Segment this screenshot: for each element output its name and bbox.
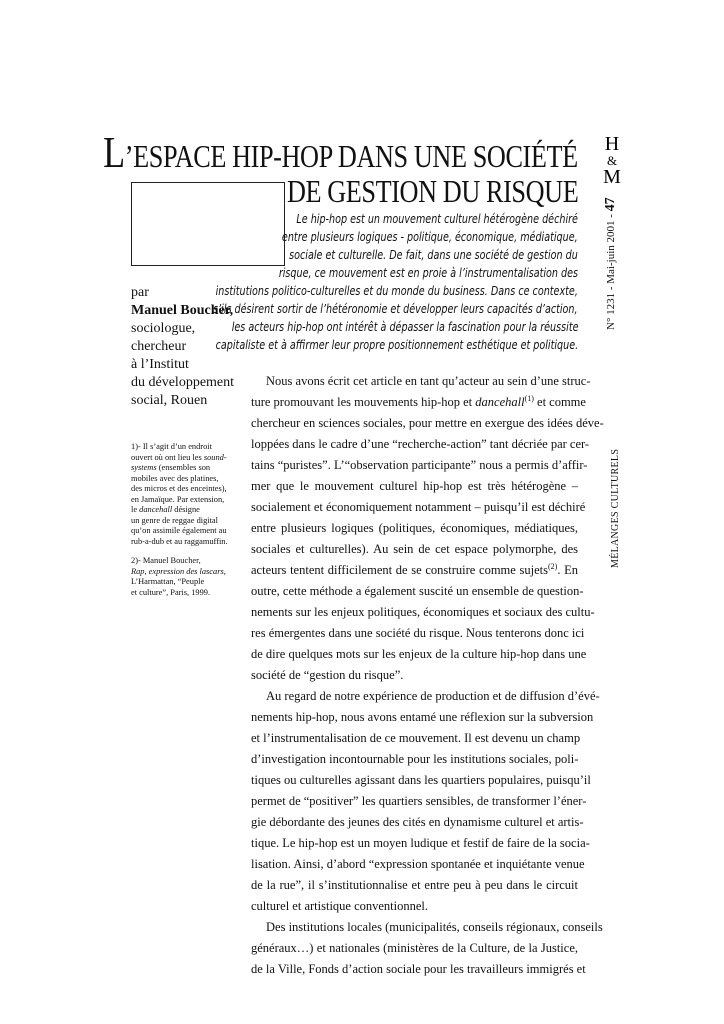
body-line: culturel et artistique conventionnel.	[251, 899, 429, 913]
footnote-line: des micros et des enceintes),	[131, 484, 227, 493]
footnote-line: ouvert où ont lieu les sound-	[131, 452, 227, 462]
footnote-line: L’Harmattan, “Peuple	[131, 577, 205, 586]
author-role-line: chercheur	[131, 339, 187, 354]
body-line: généraux…) et nationales (ministères de la Culture, de la Justice,	[251, 941, 578, 955]
body-line: société de “gestion du risque”.	[251, 668, 404, 682]
abstract-line: Le hip-hop est un mouvement culturel hétérogène déchiré	[296, 212, 578, 226]
abstract-line: entre plusieurs logiques - politique, économique, médiatique,	[282, 230, 578, 244]
body-line: tique. Le hip-hop est un moyen ludique et festif de faire de la socia-	[251, 836, 590, 850]
page-number: 47	[603, 197, 618, 212]
body-line: loppées dans le cadre d’une “recherche-action” tant décriée par cer-	[251, 437, 590, 451]
author-role-line: sociologue,	[131, 321, 196, 336]
body-line: entre plusieurs logiques (politiques, économiques, médiatiques,	[251, 521, 578, 535]
abstract-line: risque, ce mouvement est en proie à l’instrumentalisation des	[278, 266, 578, 280]
footnote-line: Rap, expression des lascars,	[131, 566, 226, 576]
footnote-line: 1)- Il s’agit d’un endroit	[131, 442, 212, 451]
body-line: nements hip-hop, nous avons entamé une réflexion sur la subversion	[251, 710, 594, 724]
author-block	[131, 284, 261, 410]
body-line: permet de “positiver” les quartiers sensibles, de transformer l’éner-	[251, 794, 587, 808]
image-placeholder-frame	[131, 182, 285, 266]
logo-letter-h: H	[604, 133, 620, 155]
logo-ampersand: &	[606, 153, 618, 168]
footnote-line: systems (ensembles son	[131, 463, 211, 472]
footnote-line: rub-a-dub et au raggamuffin.	[131, 536, 228, 546]
author-role-line: social, Rouen	[131, 393, 208, 408]
article-title-line-2: DE GESTION DU RISQUE	[286, 173, 578, 209]
body-line: chercheur en sciences sociales, pour mettre en exergue des idées déve-	[251, 416, 604, 430]
body-line: socialement et économiquement notamment – puisqu’il est déchiré	[251, 500, 586, 514]
body-line: mer que le mouvement culturel hip-hop est très hétérogène –	[251, 479, 578, 493]
body-line: Des institutions locales (municipalités, conseils régionaux, conseils	[266, 920, 603, 934]
body-line: d’investigation incontournable pour les institutions sociales, poli-	[251, 752, 579, 766]
footnote-line: et culture”, Paris, 1999.	[131, 587, 211, 597]
author-role-line: à l’Institut	[131, 357, 189, 372]
footnote-line: en Jamaïque. Par extension,	[131, 494, 225, 504]
body-line: tiques ou culturelles agissant dans les quartiers populaires, puisqu’il	[251, 773, 591, 787]
section-label: MÉLANGES CULTURELS	[610, 448, 621, 568]
footnote-line: qu’on assimile également au	[131, 526, 227, 535]
body-line: de dire quelques mots sur les enjeux de la culture hip-hop dans une	[251, 647, 587, 661]
body-line: gie débordante des jeunes des cités en dynamisme culturel et artis-	[251, 815, 584, 829]
body-line: de la rue”, il s’institutionnalise et entre peu à peu dans le circuit	[251, 878, 578, 892]
footnote-line: 2)- Manuel Boucher,	[131, 556, 201, 565]
body-line: de la Ville, Fonds d’action sociale pour les travailleurs immigrés et	[251, 962, 586, 976]
body-line: Au regard de notre expérience de production et de diffusion d’évé-	[266, 689, 600, 703]
author-name: Manuel Boucher,	[131, 303, 234, 318]
footnote-line: le dancehall désigne	[131, 505, 200, 514]
article-title-line-1	[103, 128, 578, 177]
abstract-line: sociale et culturelle. De fait, dans une société de gestion du	[289, 248, 578, 262]
footnote-2	[131, 556, 261, 598]
author-by: par	[131, 285, 149, 300]
abstract-line: capitaliste et à affirmer leur propre positionnement esthétique et politique.	[215, 338, 578, 352]
body-line: et l’instrumentalisation de ce mouvement. Il est devenu un champ	[251, 731, 581, 745]
footnotes	[131, 442, 261, 607]
body-line: nements sur les enjeux politiques, économiques et sociaux des cultu-	[251, 605, 595, 619]
body-line: ture promouvant les mouvements hip-hop et dancehall$^{(1)}$ et comme	[251, 393, 586, 409]
abstract-line: s’ils désirent sortir de l’hétéronomie et développer leurs capacités d’action,	[213, 302, 578, 316]
body-line: acteurs tentent difficilement de se construire comme sujets$^{(2)}$. En	[251, 561, 579, 577]
issue-label: N° 1231 - Mai-juin 2001 -	[605, 211, 617, 330]
hm-logo	[597, 132, 627, 186]
footnote-1	[131, 442, 261, 547]
title-line-1-rest: ’ESPACE HIP-HOP DANS UNE SOCIÉTÉ	[125, 138, 578, 174]
footnote-line: mobiles avec des platines,	[131, 473, 219, 483]
logo-letter-m: M	[603, 166, 621, 186]
issue-info	[603, 197, 619, 330]
footnote-line: un genre de reggae digital	[131, 515, 218, 525]
abstract-line: institutions politico-culturelles et du monde du business. Dans ce contexte,	[215, 284, 578, 298]
body-line: outre, cette méthode a également suscité un ensemble de question-	[251, 584, 584, 598]
body-line: res émergentes dans une société du risque. Nous tenterons donc ici	[251, 626, 585, 640]
body-line: tains “puristes”. L’“observation participante” nous a permis d’affir-	[251, 458, 588, 472]
body-line: Nous avons écrit cet article en tant qu’acteur au sein d’une struc-	[266, 374, 591, 388]
title-initial: L	[103, 128, 126, 177]
author-role-line: du développement	[131, 375, 235, 390]
body-line: lisation. Ainsi, d’abord “expression spontanée et inquiétante venue	[251, 857, 585, 871]
abstract-line: les acteurs hip-hop ont intérêt à dépasser la fascination pour la réussite	[231, 320, 578, 334]
body-line: sociales et culturelles). Au sein de cet espace polymorphe, des	[251, 542, 578, 556]
